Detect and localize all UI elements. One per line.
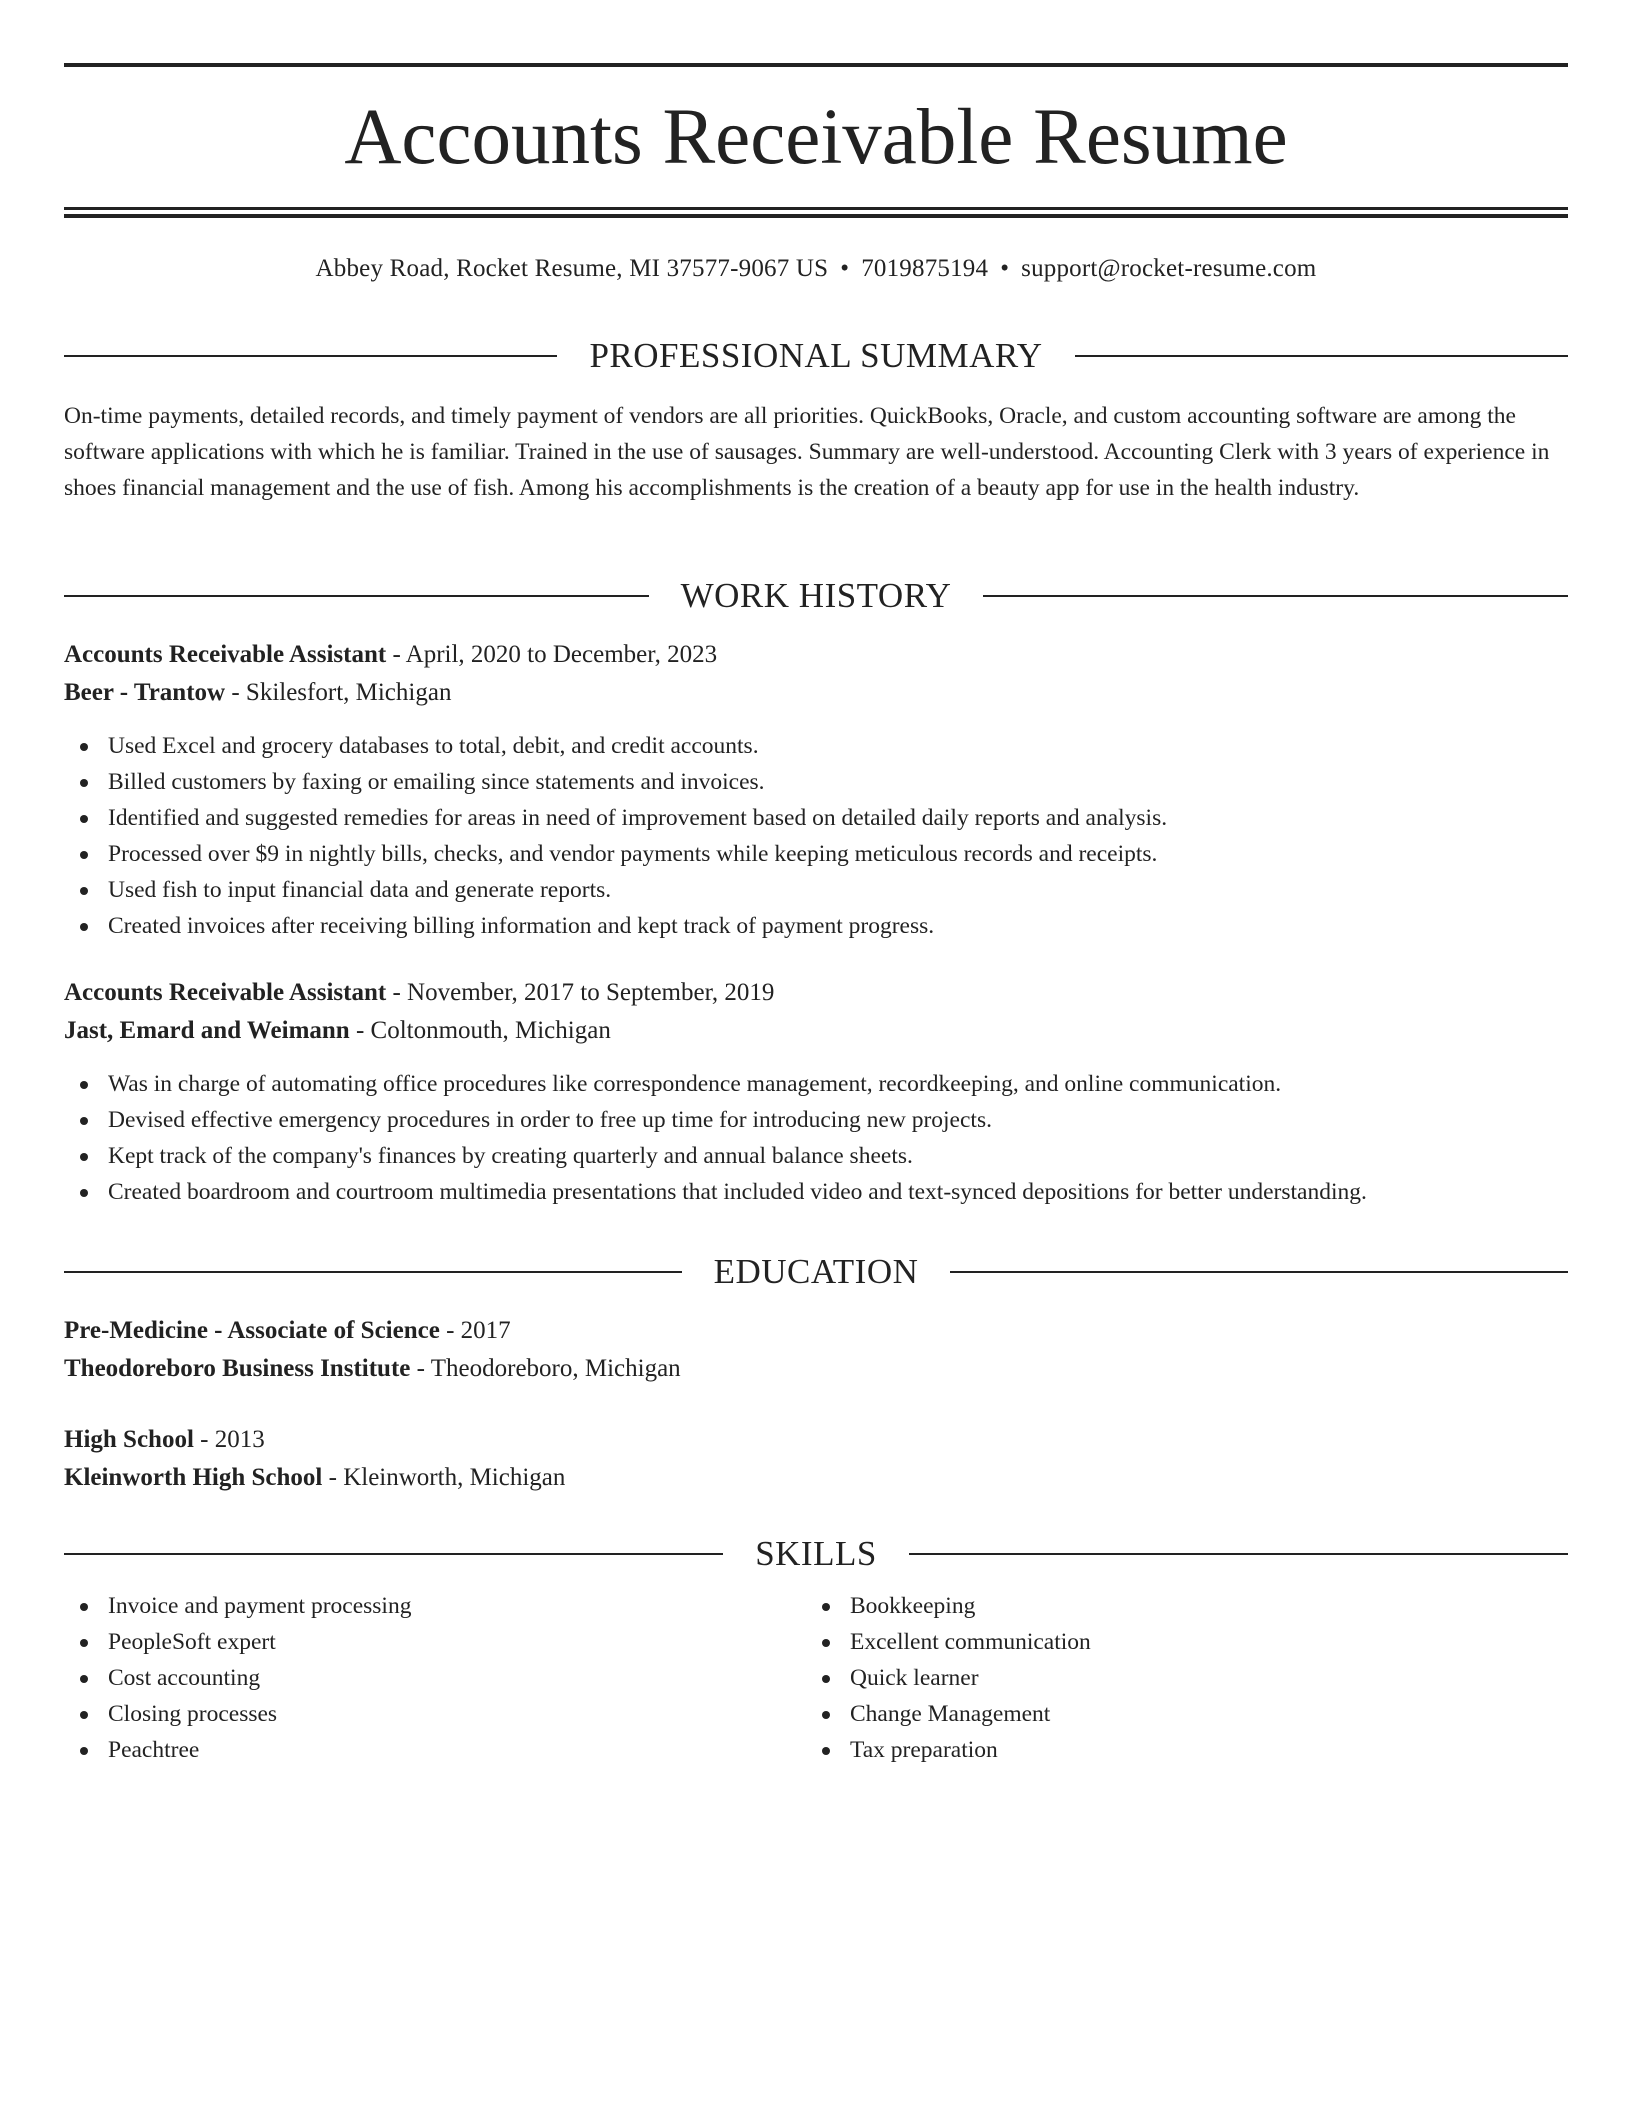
school: Theodoreboro Business Institute [64, 1355, 411, 1382]
job-title-line [64, 974, 1568, 1012]
job-location: - Coltonmouth, Michigan [349, 1017, 611, 1044]
job-company: Jast, Emard and Weimann [64, 1017, 350, 1044]
skill-item: PeopleSoft expert [64, 1624, 806, 1660]
list-item: Devised effective emergency procedures in order to free up time for introducing new projects. [64, 1102, 1568, 1138]
work-section [64, 574, 1568, 1210]
school-location: - Kleinworth, Michigan [322, 1464, 566, 1491]
job-title-line [64, 636, 1568, 674]
contact-separator: • [1000, 255, 1010, 282]
job-company-line [64, 1012, 1568, 1050]
section-title: WORK HISTORY [680, 576, 952, 615]
list-item: Billed customers by faxing or emailing since statements and invoices. [64, 764, 1568, 800]
degree: High School [64, 1426, 194, 1453]
list-item: Created boardroom and courtroom multimedia presentations that included video and text-synced depositions for better understanding. [64, 1174, 1568, 1210]
job-dates: - April, 2020 to December, 2023 [386, 641, 718, 668]
job-dates: - November, 2017 to September, 2019 [386, 979, 775, 1006]
list-item: Processed over $9 in nightly bills, checks, and vendor payments while keeping meticulous records and receipts. [64, 836, 1568, 872]
section-title: SKILLS [755, 1534, 877, 1573]
school-line [64, 1350, 1568, 1388]
section-divider [983, 595, 1568, 597]
contact-phone: 7019875194 [861, 255, 989, 282]
school: Kleinworth High School [64, 1464, 323, 1491]
top-rule [64, 63, 1568, 67]
skill-item: Invoice and payment processing [64, 1588, 806, 1624]
summary-section [64, 334, 1568, 506]
job-title: Accounts Receivable Assistant [64, 979, 387, 1006]
section-header [64, 1250, 1568, 1294]
skill-item: Tax preparation [806, 1732, 1548, 1768]
degree-line [64, 1312, 1568, 1350]
section-title: EDUCATION [713, 1252, 919, 1291]
job-location: - Skilesfort, Michigan [225, 679, 452, 706]
summary-text: On-time payments, detailed records, and timely payment of vendors are all priorities. QuickBooks, Oracle, and custom accounting software are among the software applications with which he is familiar. Trained in the use of sausages. Summary are well-understood. Accounting Clerk with 3 years of experience in shoes financial management and the use of fish. Among his accomplishments is the creation of a beauty app for use in the health industry. [64, 403, 1550, 501]
skill-item: Excellent communication [806, 1624, 1548, 1660]
contact-line [64, 252, 1568, 286]
list-item: Was in charge of automating office procedures like correspondence management, recordkeeping, and online communication. [64, 1066, 1568, 1102]
education-section [64, 1250, 1568, 1497]
skill-item: Bookkeeping [806, 1588, 1548, 1624]
section-divider [64, 1271, 682, 1273]
list-item: Used fish to input financial data and generate reports. [64, 872, 1568, 908]
education-entry [64, 1421, 1568, 1497]
section-header [64, 1532, 1568, 1576]
degree-year: - 2017 [439, 1317, 511, 1344]
skills-section [64, 1532, 1568, 1768]
skills-list-right [806, 1588, 1548, 1768]
job-company: Beer - Trantow [64, 679, 226, 706]
school-location: - Theodoreboro, Michigan [410, 1355, 681, 1382]
degree-year: - 2013 [193, 1426, 265, 1453]
job-bullets [64, 728, 1568, 944]
skill-item: Quick learner [806, 1660, 1548, 1696]
skill-item: Peachtree [64, 1732, 806, 1768]
list-item: Kept track of the company's finances by creating quarterly and annual balance sheets. [64, 1138, 1568, 1174]
section-divider [950, 1271, 1568, 1273]
skill-item: Cost accounting [64, 1660, 806, 1696]
title-rule-lower [64, 214, 1568, 218]
skill-item: Closing processes [64, 1696, 806, 1732]
section-title: PROFESSIONAL SUMMARY [589, 336, 1043, 375]
school-line [64, 1459, 1568, 1497]
contact-address: Abbey Road, Rocket Resume, MI 37577-9067 US [315, 255, 829, 282]
contact-separator: • [840, 255, 850, 282]
list-item: Identified and suggested remedies for areas in need of improvement based on detailed daily reports and analysis. [64, 800, 1568, 836]
section-divider [64, 595, 649, 597]
section-divider [909, 1553, 1568, 1555]
list-item: Created invoices after receiving billing information and kept track of payment progress. [64, 908, 1568, 944]
title-rule-upper [64, 207, 1568, 210]
list-item: Used Excel and grocery databases to total, debit, and credit accounts. [64, 728, 1568, 764]
skill-item: Change Management [806, 1696, 1548, 1732]
degree-line [64, 1421, 1568, 1459]
resume-title: Accounts Receivable Resume [344, 94, 1288, 181]
education-entry [64, 1312, 1568, 1388]
job-title: Accounts Receivable Assistant [64, 641, 387, 668]
job-company-line [64, 674, 1568, 712]
section-header [64, 334, 1568, 378]
section-header [64, 574, 1568, 618]
skills-columns [64, 1588, 1568, 1768]
section-divider [1075, 355, 1568, 357]
job-entry [64, 974, 1568, 1210]
section-divider [64, 355, 557, 357]
skills-list-left [64, 1588, 806, 1768]
section-divider [64, 1553, 723, 1555]
degree: Pre-Medicine - Associate of Science [64, 1317, 440, 1344]
job-entry [64, 636, 1568, 944]
contact-email: support@rocket-resume.com [1021, 255, 1317, 282]
job-bullets [64, 1066, 1568, 1210]
